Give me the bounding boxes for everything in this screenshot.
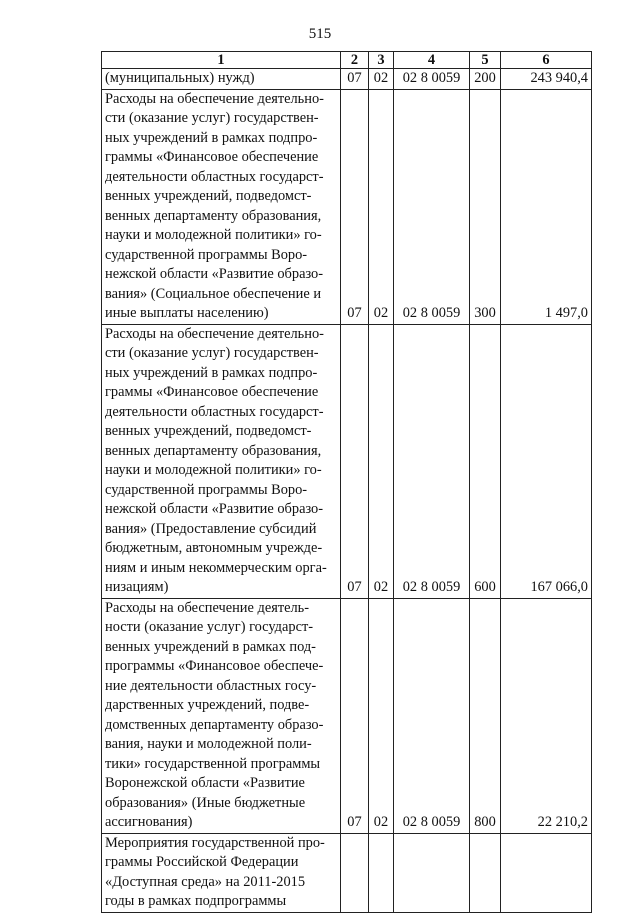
row-name: Расходы на обеспечение деятельно- сти (оказание услуг) государствен- ных учреждений в рамках подпро- граммы «Финансовое обеспечение деятельности областных государст- венных учреждений, подведомст- венных департаменту образования, науки и молодежной политики» го- сударственной программы Воро- нежской области «Развитие образо- вания» (Предоставление субсидий бюджетным, автономным учрежде- ниям и иным некоммерческим орга- низациям) bbox=[102, 324, 341, 598]
row-section: 07 bbox=[341, 69, 369, 90]
row-target-article: 02 8 0059 bbox=[394, 69, 470, 90]
header-cell-name: 1 bbox=[102, 52, 341, 69]
row-name: (муниципальных) нужд) bbox=[102, 69, 341, 90]
header-cell-target-article: 4 bbox=[394, 52, 470, 69]
row-name: Расходы на обеспечение деятельно- сти (оказание услуг) государствен- ных учреждений в рамках подпро- граммы «Финансовое обеспечение деятельности областных государст- венных учреждений, подведомст- венных департаменту образования, науки и молодежной политики» го- сударственной программы Воро- нежской области «Развитие образо- вания» (Социальное обеспечение и иные выплаты населению) bbox=[102, 89, 341, 324]
row-target-article: 02 8 0059 bbox=[394, 324, 470, 598]
row-subsection bbox=[369, 833, 394, 912]
table-row bbox=[102, 833, 592, 912]
row-subsection: 02 bbox=[369, 89, 394, 324]
row-amount: 167 066,0 bbox=[501, 324, 592, 598]
table-row bbox=[102, 598, 592, 833]
row-section: 07 bbox=[341, 324, 369, 598]
row-expense-type: 200 bbox=[470, 69, 501, 90]
row-amount: 22 210,2 bbox=[501, 598, 592, 833]
row-section: 07 bbox=[341, 89, 369, 324]
row-expense-type: 600 bbox=[470, 324, 501, 598]
header-row bbox=[102, 52, 592, 69]
row-amount bbox=[501, 833, 592, 912]
row-subsection: 02 bbox=[369, 598, 394, 833]
row-section bbox=[341, 833, 369, 912]
header-cell-section: 2 bbox=[341, 52, 369, 69]
row-target-article: 02 8 0059 bbox=[394, 89, 470, 324]
row-target-article: 02 8 0059 bbox=[394, 598, 470, 833]
row-subsection: 02 bbox=[369, 69, 394, 90]
page-number: 515 bbox=[308, 26, 332, 42]
row-name: Расходы на обеспечение деятель- ности (оказание услуг) государст- венных учреждений в рамках под- программы «Финансовое обеспече- ние деятельности областных госу- дарственных учреждений, подве- домственных департаменту образо- вания, науки и молодежной поли- тики» государственной программы Воронежской области «Развитие образования» (Иные бюджетные ассигнования) bbox=[102, 598, 341, 833]
header-cell-subsection: 3 bbox=[369, 52, 394, 69]
header-cell-expense-type: 5 bbox=[470, 52, 501, 69]
budget-table bbox=[101, 51, 592, 913]
table-row bbox=[102, 324, 592, 598]
row-expense-type: 800 bbox=[470, 598, 501, 833]
row-target-article bbox=[394, 833, 470, 912]
row-subsection: 02 bbox=[369, 324, 394, 598]
table-row bbox=[102, 69, 592, 90]
row-expense-type bbox=[470, 833, 501, 912]
row-section: 07 bbox=[341, 598, 369, 833]
row-amount: 243 940,4 bbox=[501, 69, 592, 90]
row-expense-type: 300 bbox=[470, 89, 501, 324]
row-name: Мероприятия государственной про- граммы Российской Федерации «Доступная среда» на 2011-2015 годы в рамках подпрограммы bbox=[102, 833, 341, 912]
table-row bbox=[102, 89, 592, 324]
header-cell-amount: 6 bbox=[501, 52, 592, 69]
row-amount: 1 497,0 bbox=[501, 89, 592, 324]
